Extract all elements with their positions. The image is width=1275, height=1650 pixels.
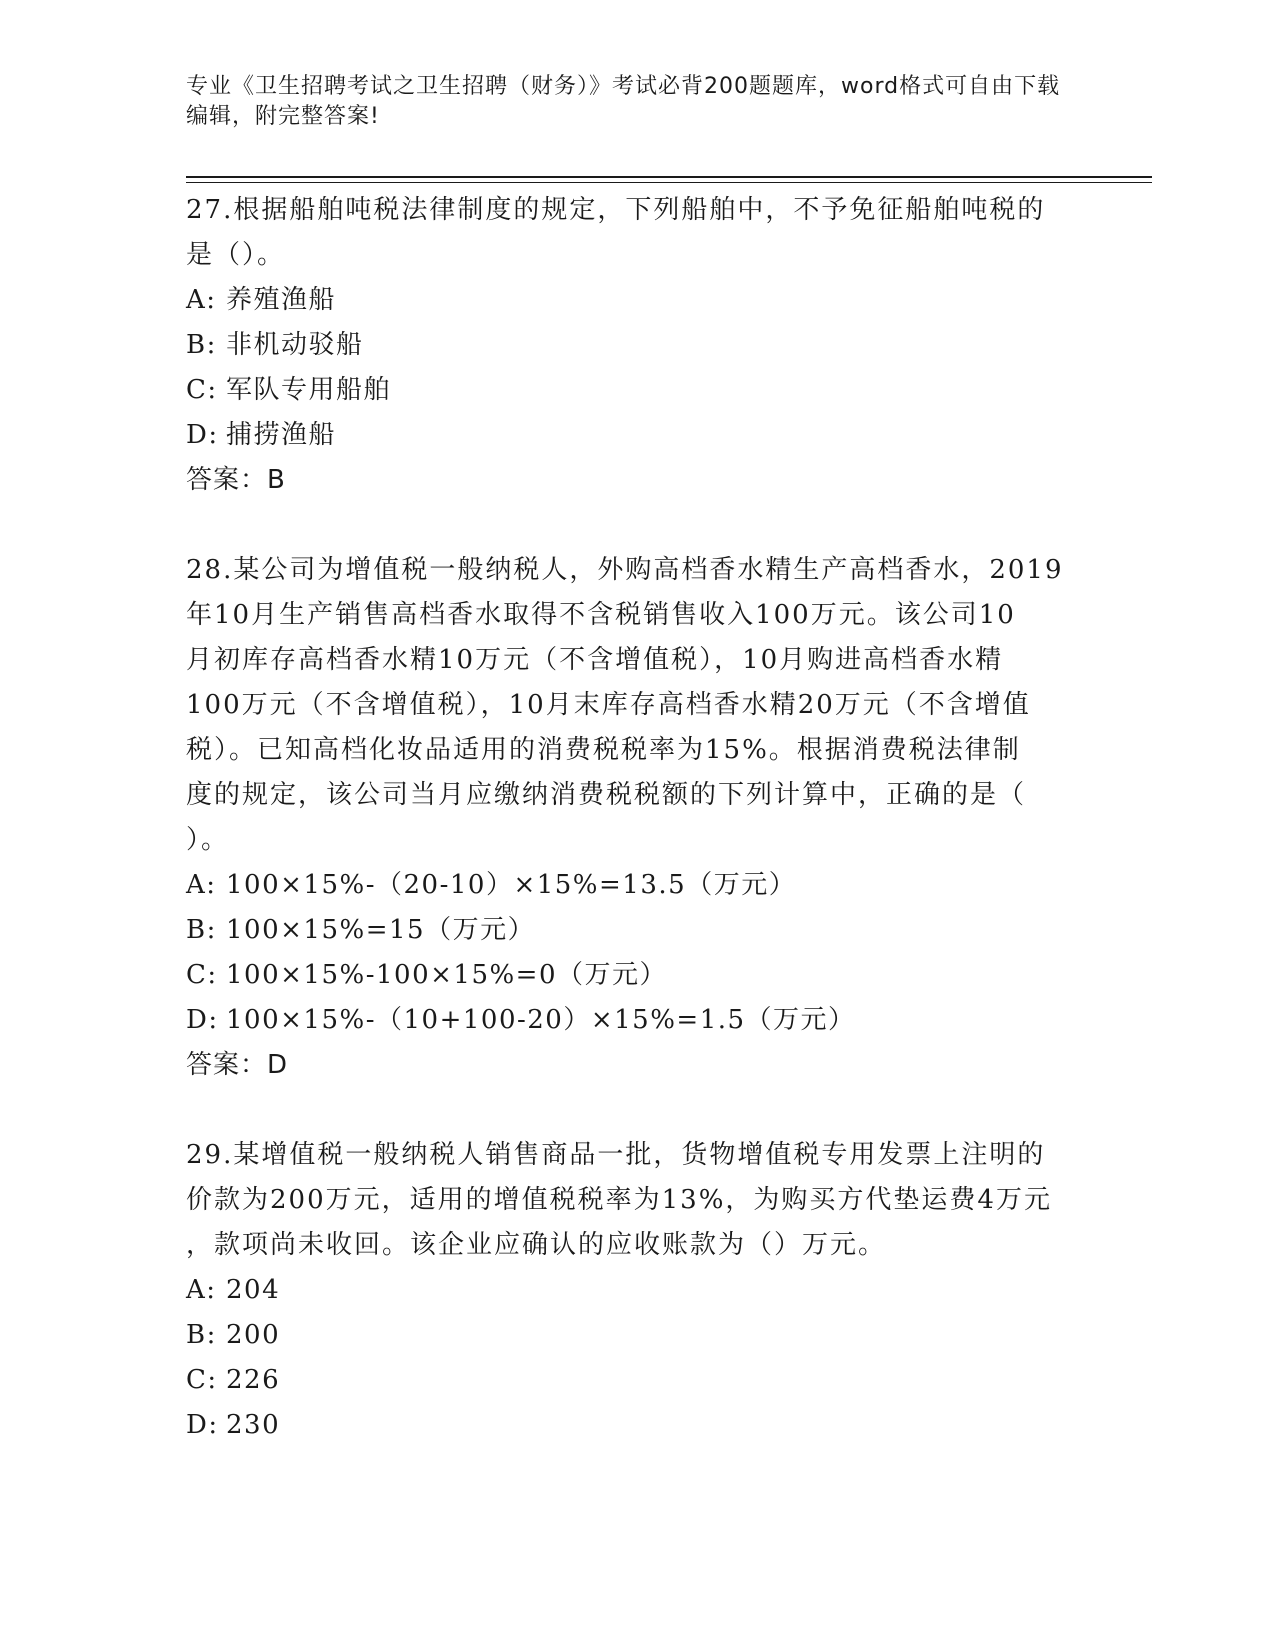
option-text: 军队专用船舶 bbox=[226, 375, 392, 405]
option-text: 100×15%=15（万元） bbox=[226, 915, 536, 945]
option-letter: A: bbox=[186, 1275, 217, 1305]
answer-label: 答案：D bbox=[186, 1050, 289, 1080]
option-text: 200 bbox=[226, 1320, 281, 1350]
option-letter: C: bbox=[186, 375, 218, 405]
header-divider-thin bbox=[186, 182, 1152, 183]
option-b bbox=[186, 908, 1086, 953]
option-letter: D: bbox=[186, 420, 219, 450]
option-d bbox=[186, 998, 1086, 1043]
option-text: 226 bbox=[226, 1365, 281, 1395]
option-letter: B: bbox=[186, 1320, 217, 1350]
option-letter: C: bbox=[186, 960, 218, 990]
option-text: 100×15%-（10+100-20）×15%=1.5（万元） bbox=[226, 1005, 856, 1035]
option-text: 养殖渔船 bbox=[226, 285, 337, 315]
option-b bbox=[186, 1313, 1086, 1358]
option-a bbox=[186, 278, 1086, 323]
option-text: 230 bbox=[226, 1410, 281, 1440]
option-c bbox=[186, 953, 1086, 998]
option-letter: D: bbox=[186, 1410, 219, 1440]
option-letter: B: bbox=[186, 330, 217, 360]
option-a bbox=[186, 1268, 1086, 1313]
option-text: 204 bbox=[226, 1275, 281, 1305]
option-text: 捕捞渔船 bbox=[226, 420, 337, 450]
option-c bbox=[186, 1358, 1086, 1403]
question-spacer bbox=[186, 1088, 1086, 1133]
option-d bbox=[186, 1403, 1086, 1448]
header-divider-thick bbox=[186, 176, 1152, 178]
option-b bbox=[186, 323, 1086, 368]
option-text: 非机动驳船 bbox=[226, 330, 364, 360]
question-28 bbox=[186, 548, 1086, 1088]
option-letter: A: bbox=[186, 870, 217, 900]
question-stem: 29.某增值税一般纳税人销售商品一批，货物增值税专用发票上注明的 价款为200万元，适用的增值税税率为13%，为购买方代垫运费4万元 ，款项尚未收回。该企业应确认的应收账款为（）万元。 bbox=[186, 1140, 1052, 1260]
document-header: 专业《卫生招聘考试之卫生招聘（财务）》考试必背200题题库，word格式可自由下载编辑，附完整答案! bbox=[186, 74, 1061, 129]
option-letter: B: bbox=[186, 915, 217, 945]
question-27 bbox=[186, 188, 1086, 503]
option-text: 100×15%-（20-10）×15%=13.5（万元） bbox=[226, 870, 797, 900]
question-stem: 28.某公司为增值税一般纳税人，外购高档香水精生产高档香水，2019 年10月生产销售高档香水取得不含税销售收入100万元。该公司10 月初库存高档香水精10万元（不含增值税），10月购进高档香水精 100万元（不含增值税），10月末库存高档香水精20万元（不含增值 税）。已知高档化妆品适用的消费税税率为15%。根据消费税法律制 度的规定，该公司当月应缴纳消费税税额的下列计算中，正确的是（ ）。 bbox=[186, 555, 1064, 855]
question-29 bbox=[186, 1133, 1086, 1448]
answer-label: 答案：B bbox=[186, 465, 286, 495]
question-stem: 27.根据船舶吨税法律制度的规定，下列船舶中，不予免征船舶吨税的 是（）。 bbox=[186, 195, 1046, 270]
question-list bbox=[186, 188, 1086, 1448]
option-d bbox=[186, 413, 1086, 458]
option-letter: D: bbox=[186, 1005, 219, 1035]
option-text: 100×15%-100×15%=0（万元） bbox=[226, 960, 668, 990]
option-letter: A: bbox=[186, 285, 217, 315]
question-spacer bbox=[186, 503, 1086, 548]
option-c bbox=[186, 368, 1086, 413]
option-a bbox=[186, 863, 1086, 908]
option-letter: C: bbox=[186, 1365, 218, 1395]
